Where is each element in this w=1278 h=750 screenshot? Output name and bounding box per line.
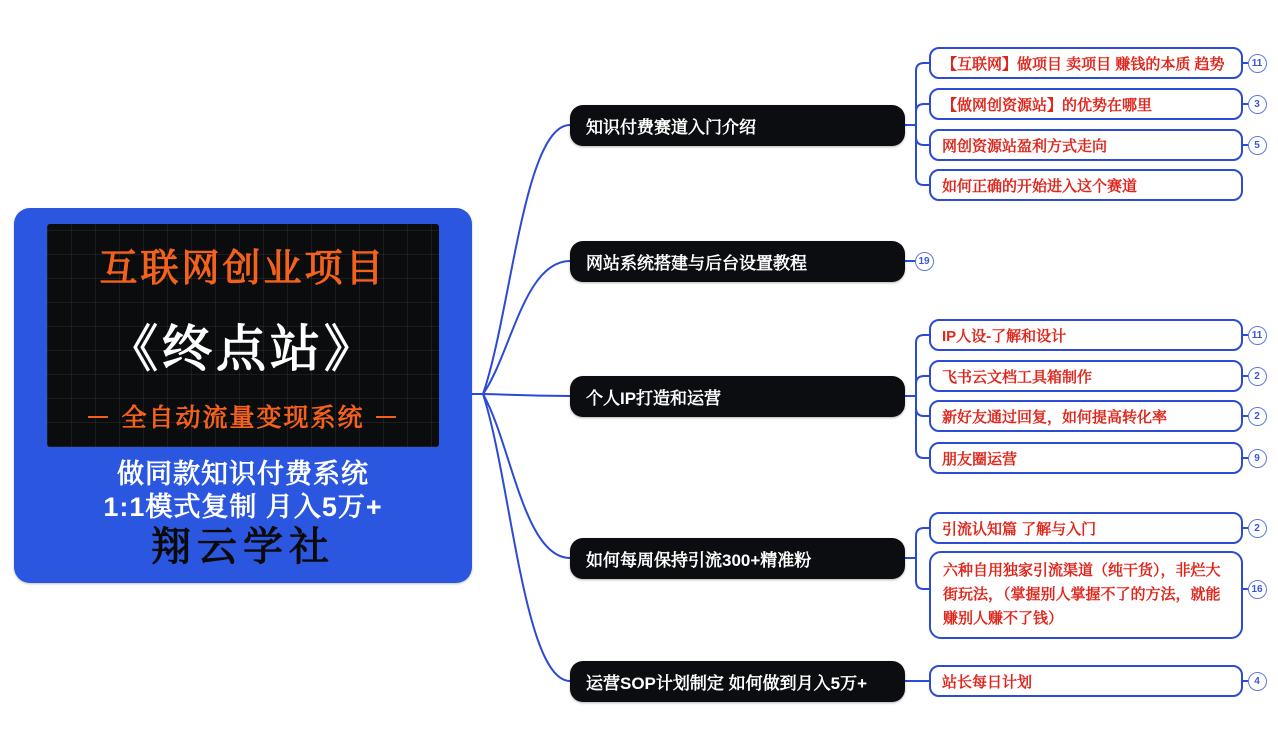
topic-count-badge[interactable]: 5 — [1248, 136, 1267, 155]
branch-topic[interactable]: 个人IP打造和运营 — [570, 376, 905, 417]
root-poster-name: 《终点站》 — [108, 321, 378, 377]
root-poster-title: 互联网创业项目 — [99, 248, 387, 290]
subtopic[interactable]: 站长每日计划 — [929, 665, 1243, 697]
topic-count-badge[interactable]: 16 — [1248, 580, 1267, 599]
root-brand: 翔云学社 — [151, 525, 335, 569]
root-topic[interactable] — [14, 208, 472, 583]
subtopic[interactable]: 如何正确的开始进入这个赛道 — [929, 169, 1243, 201]
topic-count-badge[interactable]: 2 — [1248, 367, 1267, 386]
branch-topic[interactable]: 如何每周保持引流300+精准粉 — [570, 538, 905, 579]
topic-count-badge[interactable]: 4 — [1248, 672, 1267, 691]
root-subtitle-line2: 1:1模式复制 月入5万+ — [103, 492, 383, 522]
branch-topic[interactable]: 运营SOP计划制定 如何做到月入5万+ — [570, 661, 905, 702]
subtopic[interactable]: 六种自用独家引流渠道（纯干货），非烂大街玩法，（掌握别人掌握不了的方法，就能赚别人赚不了钱） — [929, 551, 1243, 639]
topic-count-badge[interactable]: 2 — [1248, 519, 1267, 538]
subtopic[interactable]: 【互联网】做项目 卖项目 赚钱的本质 趋势 — [929, 47, 1243, 79]
topic-count-badge[interactable]: 9 — [1248, 449, 1267, 468]
topic-count-badge[interactable]: 2 — [1248, 407, 1267, 426]
subtopic[interactable]: 新好友通过回复，如何提高转化率 — [929, 400, 1243, 432]
topic-count-badge[interactable]: 19 — [915, 252, 934, 271]
subtopic[interactable]: 朋友圈运营 — [929, 442, 1243, 474]
subtopic[interactable]: 飞书云文档工具箱制作 — [929, 360, 1243, 392]
subtopic[interactable]: IP人设-了解和设计 — [929, 319, 1243, 351]
topic-count-badge[interactable]: 3 — [1248, 95, 1267, 114]
root-poster-tagline: － 全自动流量变现系统 － — [85, 404, 401, 432]
branch-topic[interactable]: 知识付费赛道入门介绍 — [570, 105, 905, 146]
topic-count-badge[interactable]: 11 — [1248, 326, 1267, 345]
subtopic[interactable]: 引流认知篇 了解与入门 — [929, 512, 1243, 544]
subtopic[interactable]: 网创资源站盈利方式走向 — [929, 129, 1243, 161]
root-subtitle-line1: 做同款知识付费系统 — [117, 459, 369, 489]
topic-count-badge[interactable]: 11 — [1248, 54, 1267, 73]
subtopic[interactable]: 【做网创资源站】的优势在哪里 — [929, 88, 1243, 120]
branch-topic[interactable]: 网站系统搭建与后台设置教程 — [570, 241, 905, 282]
root-poster — [47, 224, 439, 447]
